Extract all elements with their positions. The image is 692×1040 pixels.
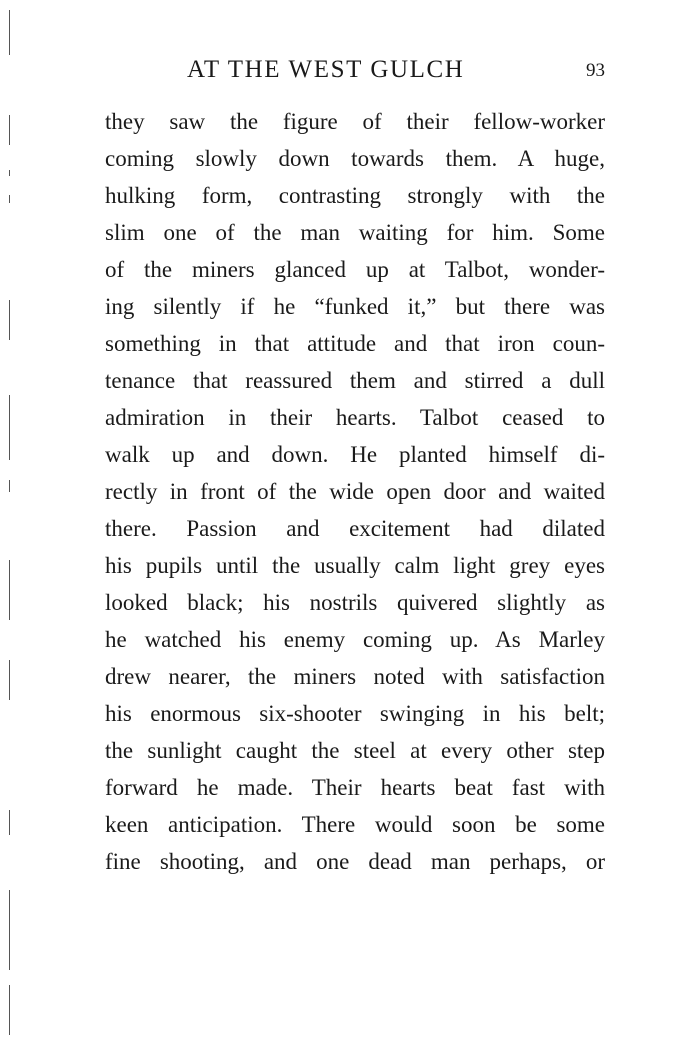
scan-edge-marks — [9, 0, 11, 1040]
text-line: there. Passion and excitement had dilated — [105, 516, 605, 541]
text-line: keen anticipation. There would soon be some — [105, 812, 605, 837]
page-header — [105, 56, 605, 86]
text-line: of the miners glanced up at Talbot, wonder- — [105, 257, 605, 282]
running-title: AT THE WEST GULCH — [187, 56, 465, 83]
text-line: drew nearer, the miners noted with satisfaction — [105, 664, 605, 689]
text-line: looked black; his nostrils quivered slightly as — [105, 590, 605, 615]
text-line: rectly in front of the wide open door and waited — [105, 479, 605, 504]
text-line: the sunlight caught the steel at every other step — [105, 738, 605, 763]
text-line: something in that attitude and that iron coun- — [105, 331, 605, 356]
text-line: coming slowly down towards them. A huge, — [105, 146, 605, 171]
text-line: forward he made. Their hearts beat fast with — [105, 775, 605, 800]
text-line: they saw the figure of their fellow-worker — [105, 109, 605, 134]
text-line: his pupils until the usually calm light grey eyes — [105, 553, 605, 578]
text-line: tenance that reassured them and stirred a dull — [105, 368, 605, 393]
text-line: he watched his enemy coming up. As Marley — [105, 627, 605, 652]
text-line: admiration in their hearts. Talbot ceased to — [105, 405, 605, 430]
page-number: 93 — [586, 60, 605, 81]
text-line: fine shooting, and one dead man perhaps, or — [105, 849, 605, 874]
text-line: slim one of the man waiting for him. Some — [105, 220, 605, 245]
text-line: his enormous six-shooter swinging in his belt; — [105, 701, 605, 726]
text-line: walk up and down. He planted himself di- — [105, 442, 605, 467]
text-line: ing silently if he “funked it,” but there was — [105, 294, 605, 319]
text-line: hulking form, contrasting strongly with the — [105, 183, 605, 208]
body-text — [105, 103, 605, 880]
